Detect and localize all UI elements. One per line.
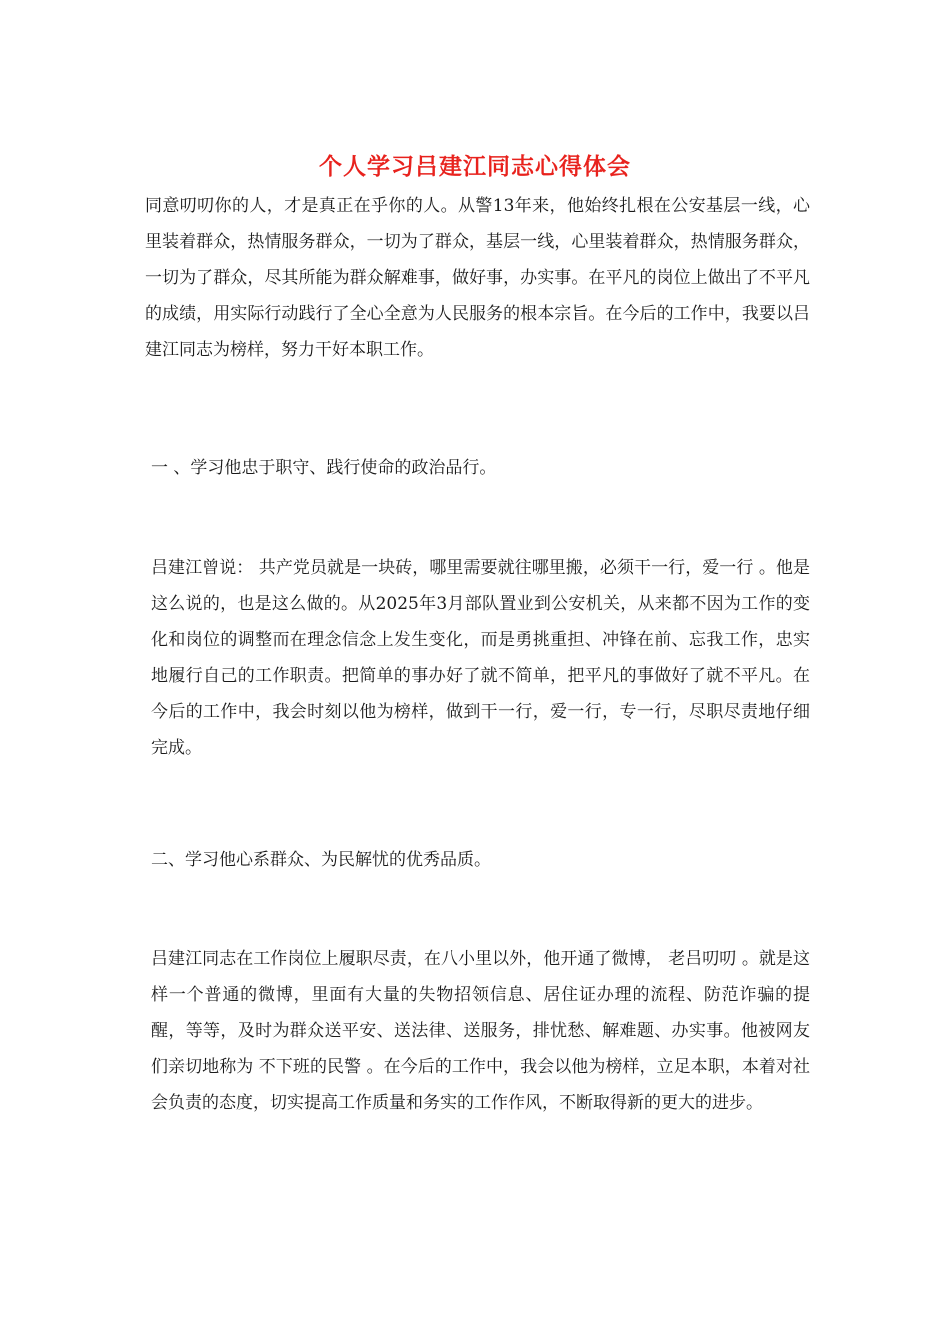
section-paragraph-1: 吕建江曾说： 共产党员就是一块砖，哪里需要就往哪里搬，必须干一行，爱一行 。他是这么说的，也是这么做的。从2025年3月部队置业到公安机关，从来都不因为工作的变化和岗位的调整而在理念信念上发生变化，而是勇挑重担、冲锋在前、忘我工作，忠实地履行自己的工作职责。把简单的事办好了就不简单，把平凡的事做好了就不平凡。在今后的工作中，我会时刻以他为榜样，做到干一行，爱一行，专一行，尽职尽责地仔细完成。 (151, 558, 810, 758)
section-heading-1: 一 、学习他忠于职守、践行使命的政治品行。 (151, 458, 497, 478)
section-paragraph-2: 吕建江同志在工作岗位上履职尽责，在八小里以外，他开通了微博， 老吕叨叨 。就是这样一个普通的微博，里面有大量的失物招领信息、居住证办理的流程、防范诈骗的提醒，等等，及时为群众送平安、送法律、送服务，排忧愁、解难题、办实事。他被网友们亲切地称为 不下班的民警 。在今后的工作中，我会以他为榜样，立足本职，本着对社会负责的态度，切实提高工作质量和务实的工作作风，不断取得新的更大的进步。 (151, 949, 810, 1113)
document-title: 个人学习吕建江同志心得体会 (319, 153, 631, 180)
section-heading-2: 二、学习他心系群众、为民解忧的优秀品质。 (151, 850, 491, 870)
intro-paragraph: 同意叨叨你的人，才是真正在乎你的人。从警13年来，他始终扎根在公安基层一线，心里装着群众，热情服务群众，一切为了群众，基层一线，心里装着群众，热情服务群众，一切为了群众，尽其所能为群众解难事，做好事，办实事。在平凡的岗位上做出了不平凡的成绩，用实际行动践行了全心全意为人民服务的根本宗旨。在今后的工作中，我要以吕建江同志为榜样，努力干好本职工作。 (145, 196, 810, 360)
